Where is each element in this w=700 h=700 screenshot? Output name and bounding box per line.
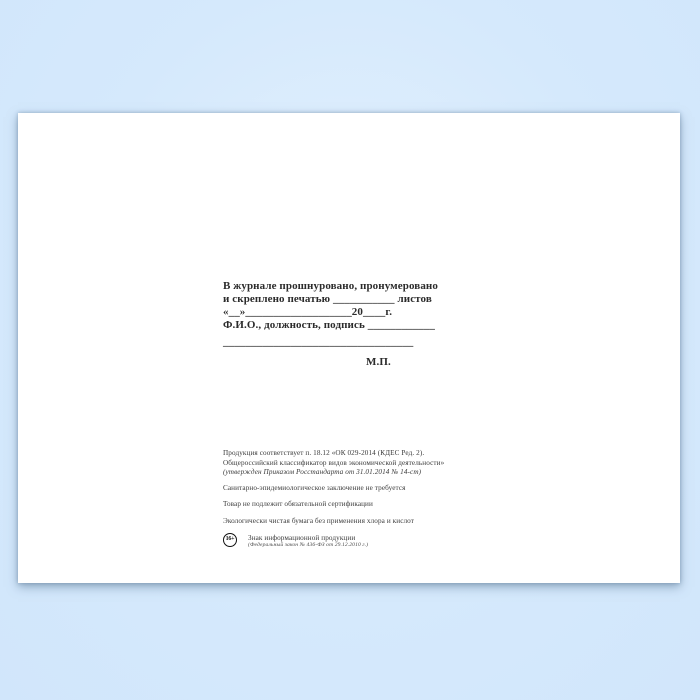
conformity-line-1: Продукция соответствует п. 18.12 «ОК 029-2014 (КДЕС Ред. 2). <box>223 449 425 457</box>
eco-note: Экологически чистая бумага без применения хлора и кислот <box>223 516 415 525</box>
conformity-line-3: (утвержден Приказом Росстандарта от 31.01.2014 № 14-ст) <box>223 468 422 476</box>
information-sign-law: (Федеральный закон № 436-ФЗ от 29.12.2010 г.) <box>248 542 369 548</box>
sanitary-note: Санитарно-эпидемиологическое заключение не требуется <box>223 483 406 492</box>
binding-certification-block <box>223 280 438 369</box>
conformity-line-2: Общероссийский классификатор видов экономической деятельности» <box>223 458 445 467</box>
age-16-plus-icon: 16+ <box>223 533 237 547</box>
binding-line-2: и скреплено печатью ___________ листов <box>223 293 432 305</box>
binding-line-3: «__»___________________20____г. <box>223 306 393 318</box>
information-sign-row <box>223 533 453 549</box>
binding-line-4: Ф.И.О., должность, подпись ____________ <box>223 319 435 331</box>
information-sign-text <box>248 533 368 549</box>
signature-blank-line: __________________________________ <box>223 336 414 348</box>
stamp-place-label: М.П. <box>366 356 391 368</box>
information-sign-title: Знак информационной продукции <box>248 534 356 542</box>
journal-back-page <box>18 113 680 583</box>
product-info-block <box>223 449 453 549</box>
certification-note: Товар не подлежит обязательной сертификации <box>223 500 373 508</box>
binding-line-1: В журнале прошнуровано, пронумеровано <box>223 280 438 292</box>
